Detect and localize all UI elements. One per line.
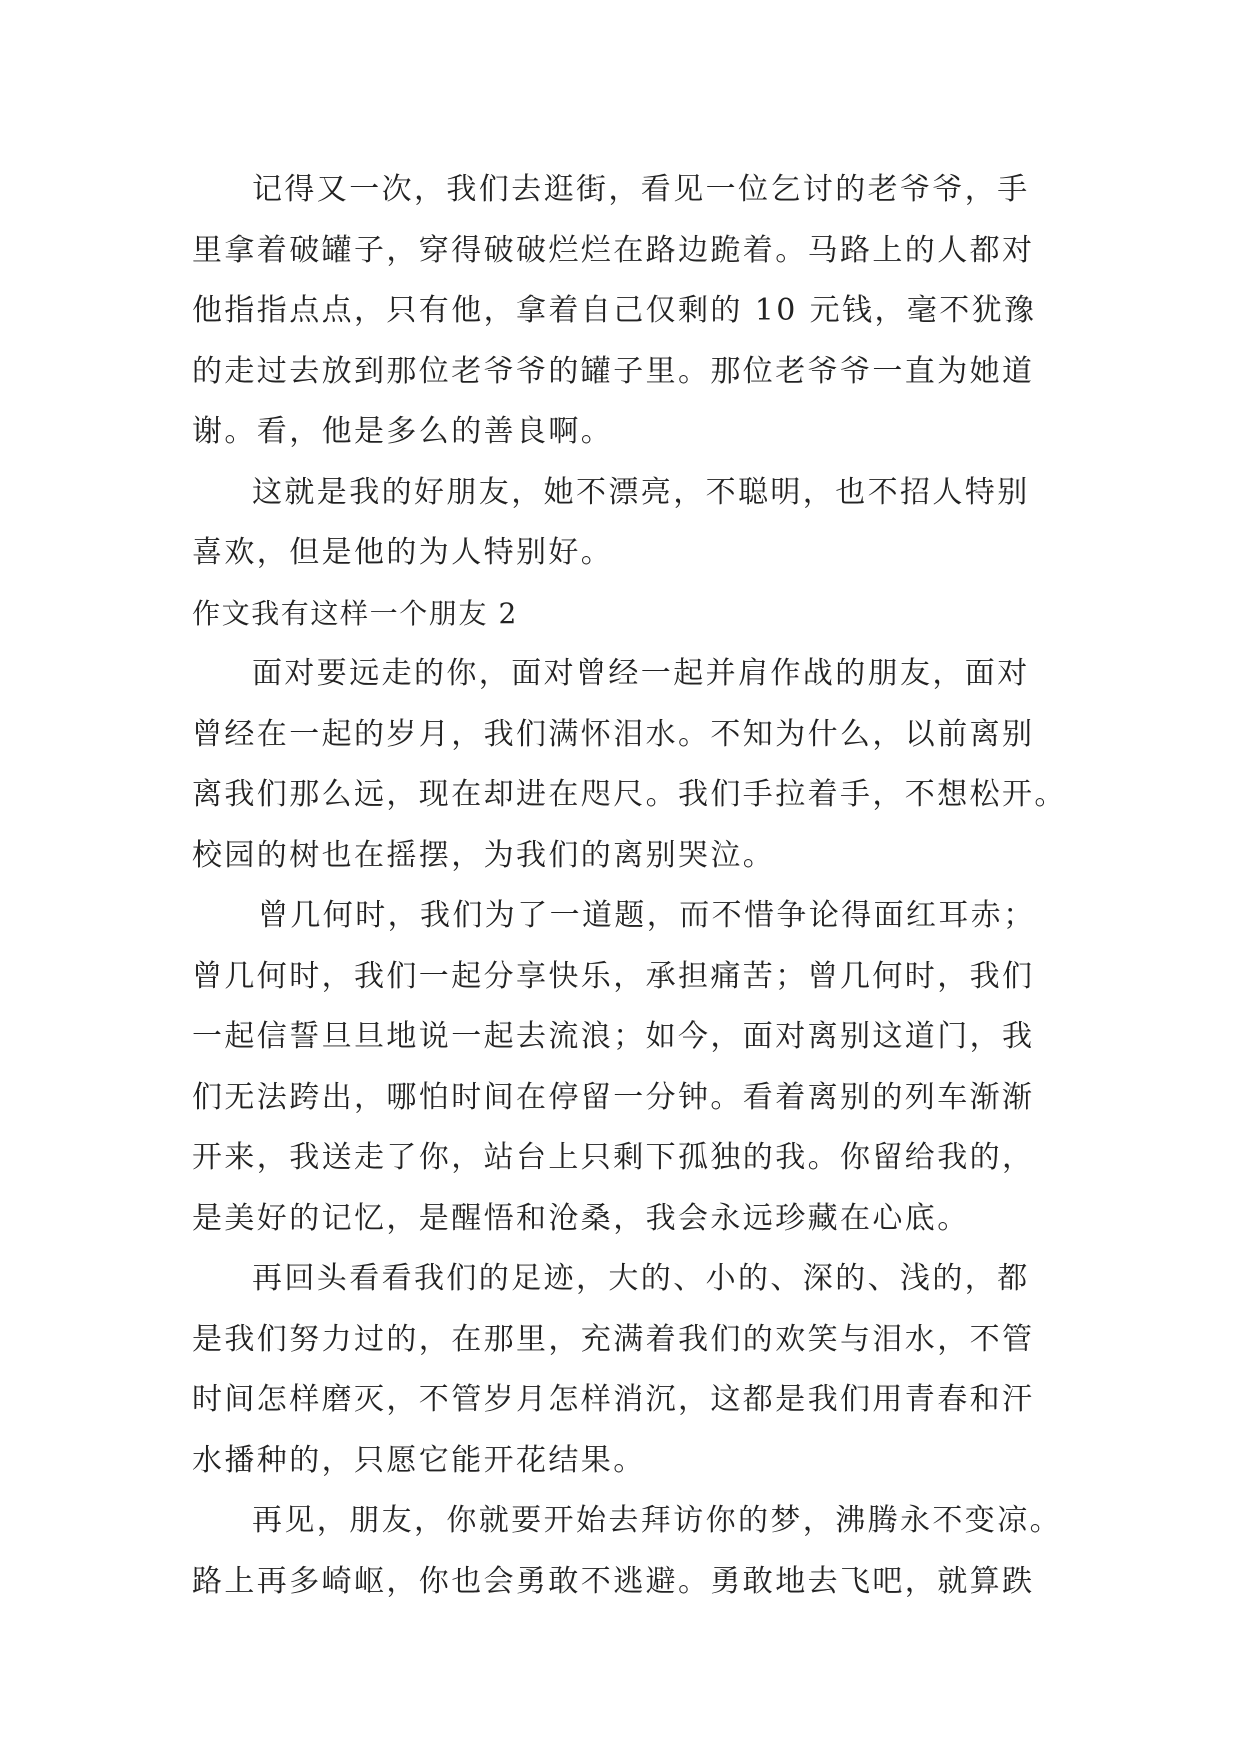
- text-line: 谢。看，他是多么的善良啊。: [192, 414, 614, 449]
- text-line: 的走过去放到那位老爷爷的罐子里。那位老爷爷一直为她道: [192, 353, 1035, 389]
- paragraph-1: [192, 160, 1072, 463]
- text-line: 曾几何时，我们一起分享快乐，承担痛苦；曾几何时，我们: [192, 958, 1035, 994]
- text-line: 面对要远走的你，面对曾经一起并肩作战的朋友，面对: [252, 656, 1030, 691]
- paragraph-2: [192, 463, 1072, 584]
- text-line: 路上再多崎岖，你也会勇敢不逃避。勇敢地去飞吧，就算跌: [192, 1563, 1035, 1599]
- text-line: 是美好的记忆，是醒悟和沧桑，我会永远珍藏在心底。: [192, 1200, 970, 1236]
- text-line: 喜欢，但是他的为人特别好。: [192, 535, 614, 570]
- text-line: 一起信誓旦旦地说一起去流浪；如今，面对离别这道门，我: [192, 1019, 1035, 1054]
- text-line: 离我们那么远，现在却进在咫尺。我们手拉着手，不想松开。: [192, 777, 1067, 812]
- text-line: 再见，朋友，你就要开始去拜访你的梦，沸腾永不变凉。: [252, 1503, 1062, 1538]
- document-body: [192, 160, 1072, 1612]
- text-line: 里拿着破罐子，穿得破破烂烂在路边跪着。马路上的人都对: [192, 232, 1035, 268]
- text-line: 他指指点点，只有他，拿着自己仅剩的 10 元钱，毫不犹豫: [192, 293, 1037, 328]
- text-line: 开来，我送走了你，站台上只剩下孤独的我。你留给我的，: [192, 1140, 1035, 1175]
- text-line: 曾几何时，我们为了一道题，而不惜争论得面红耳赤；: [258, 898, 1036, 933]
- paragraph-3: [192, 644, 1072, 886]
- section-heading: 作文我有这样一个朋友 2: [192, 596, 518, 630]
- paragraph-4: [192, 886, 1072, 1249]
- text-line: 们无法跨出，哪怕时间在停留一分钟。看着离别的列车渐渐: [192, 1079, 1035, 1115]
- text-line: 记得又一次，我们去逛街，看见一位乞讨的老爷爷，手: [252, 172, 1030, 207]
- text-line: 时间怎样磨灭，不管岁月怎样消沉，这都是我们用青春和汗: [192, 1382, 1035, 1417]
- text-line: 再回头看看我们的足迹，大的、小的、深的、浅的，都: [252, 1261, 1030, 1296]
- text-line: 水播种的，只愿它能开花结果。: [192, 1442, 646, 1478]
- text-line: 校园的树也在摇摆，为我们的离别哭泣。: [192, 837, 776, 873]
- paragraph-5: [192, 1249, 1072, 1491]
- text-line: 这就是我的好朋友，她不漂亮，不聪明，也不招人特别: [252, 474, 1030, 510]
- text-line: 是我们努力过的，在那里，充满着我们的欢笑与泪水，不管: [192, 1321, 1035, 1357]
- paragraph-6: [192, 1491, 1072, 1612]
- text-line: 曾经在一起的岁月，我们满怀泪水。不知为什么，以前离别: [192, 716, 1035, 752]
